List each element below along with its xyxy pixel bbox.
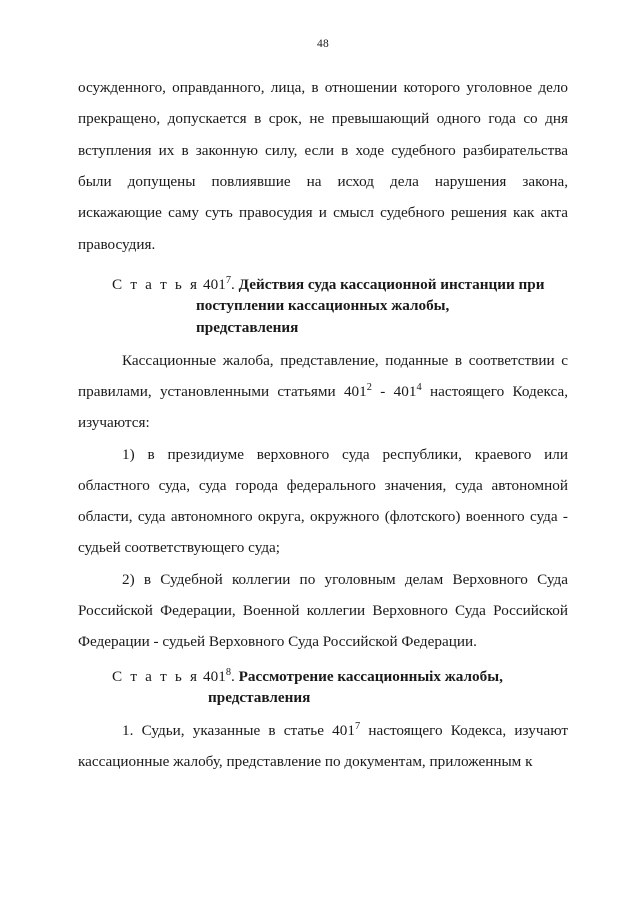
paragraph-item-1: 1) в президиуме верховного суда республики, краевого или областного суда, суда города федерального значения, суда автономной области, суда автономного округа, окружного (флотского) военного суда - судьей соответствующего суда;	[78, 445, 568, 557]
article-title-line-2: представления	[208, 689, 311, 707]
article-title-line-2: поступлении кассационных жалобы,	[196, 297, 450, 315]
document-body	[78, 72, 568, 778]
article-title-line-3: представления	[196, 319, 299, 337]
spacer	[78, 260, 568, 270]
paragraph-point-1: 1. Судьи, указанные в статье $401^7$ настоящего Кодекса, изучают кассационные жалобу, представление по документам, приложенным к	[78, 720, 568, 771]
article-heading-401-8	[78, 666, 568, 709]
paragraph-item-2: 2) в Судебной коллегии по уголовным делам Верховного Суда Российской Федерации, Военной коллегии Верховного Суда Российской Федерации - судьей Верховного Суда Российской Федерации.	[78, 570, 568, 651]
article-superscript: 7	[225, 274, 231, 286]
article-period: .	[231, 667, 235, 685]
article-label: С т а т ь я	[112, 275, 200, 293]
article-number: 401	[203, 667, 226, 685]
article-heading-401-7	[78, 274, 568, 339]
article-title-line-1: Рассмотрение кассационныix жалобы,	[238, 667, 503, 685]
article-label: С т а т ь я	[112, 667, 200, 685]
article-superscript: 8	[225, 666, 231, 678]
article-title-line-1: Действия суда кассационной инстанции при	[238, 275, 545, 293]
inline-superscript: 2	[366, 381, 372, 393]
paragraph-continuation: осужденного, оправданного, лица, в отношении которого уголовное дело прекращено, допускается в срок, не превышающий одного года со дня вступления их в законную силу, если в ходе судебного разбирательства были допущены повлиявшие на исход дела нарушения закона, искажающие саму суть правосудия и смысл судебного решения как акта правосудия.	[78, 79, 568, 253]
paragraph-intro: Кассационные жалоба, представление, поданные в соответствии с правилами, установленными статьями $401^2 - 401^4$ настоящего Кодекса, изучаются:	[78, 351, 568, 432]
inline-superscript: 7	[354, 720, 361, 732]
page-number: 48	[317, 38, 329, 50]
spacer	[78, 658, 568, 662]
inline-superscript: 4	[416, 381, 422, 393]
article-number: 401	[203, 275, 226, 293]
article-period: .	[231, 275, 235, 293]
